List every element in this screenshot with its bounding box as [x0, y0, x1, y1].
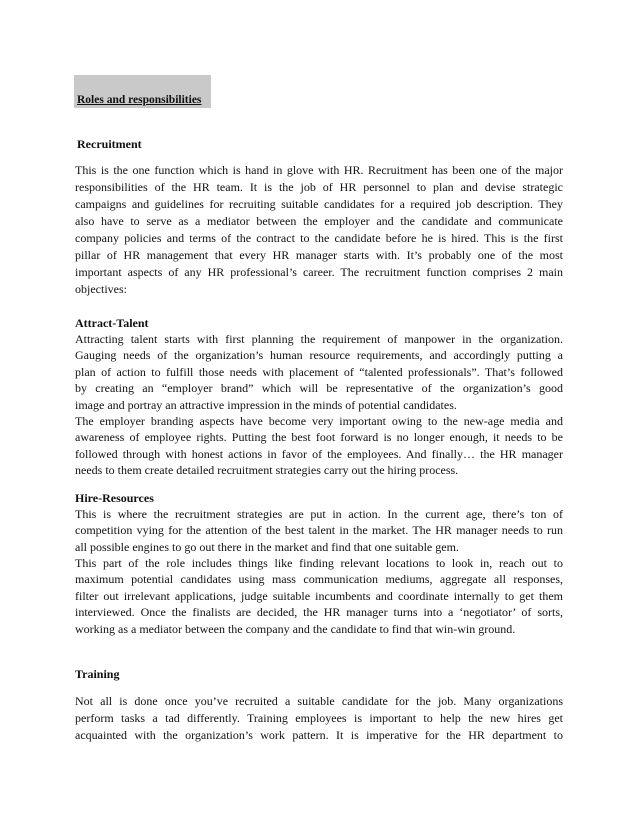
text-line: interviewed. Once the finalists are decided, the HR manager turns into a ‘negotiator’ of sorts,	[75, 605, 563, 620]
text-line: Not all is done once you’ve recruited a suitable candidate for the job. Many organizations	[75, 694, 563, 708]
section-title-attract-talent: Attract-Talent	[75, 316, 149, 330]
text-line: awareness of employee rights. Putting the best foot forward is no longer enough, it needs to be	[75, 430, 563, 445]
text-line: image and portray an attractive impression in the minds of potential candidates.	[75, 397, 457, 412]
text-line: needs to them create detailed recruitment strategies carry out the hiring process.	[75, 463, 459, 478]
text-line: campaigns and guidelines for recruiting suitable candidates for a required job description. They	[75, 197, 563, 211]
text-line: working as a mediator between the company and the candidate to find that win-win ground.	[75, 621, 516, 636]
text-line: important aspects of any HR professional’s career. The recruitment function comprises 2 main	[75, 265, 563, 279]
text-line: This part of the role includes things like finding relevant locations to look in, reach out to	[75, 556, 563, 570]
training-paragraph	[75, 693, 563, 744]
text-line: all possible engines to go out there in the market and find that one suitable gem.	[75, 539, 459, 554]
text-line: acquainted with the organization’s work pattern. It is imperative for the HR department to	[75, 728, 563, 742]
text-line: Gauging needs of the organization’s human resource requirements, and accordingly putting a	[75, 348, 563, 363]
text-line: responsibilities of the HR team. It is the job of HR personnel to plan and devise strategic	[75, 180, 563, 194]
text-line: competition vying for the attention of the best talent in the market. The HR manager needs to run	[75, 523, 563, 538]
text-line: pillar of HR management that every HR manager starts with. It’s probably one of the most	[75, 248, 563, 262]
recruitment-paragraph	[75, 162, 563, 298]
text-line: objectives:	[75, 282, 127, 296]
text-line: perform tasks a tad differently. Training employees is important to help the new hires get	[75, 711, 563, 725]
hire-resources-paragraph-2	[75, 555, 563, 637]
section-title-recruitment: Recruitment	[77, 137, 142, 151]
text-line: filter out irrelevant applications, judge suitable incumbents and coordinate internally to get them	[75, 588, 563, 603]
text-line: followed through with honest actions in favor of the employees. And finally… the HR manager	[75, 446, 563, 461]
attract-talent-paragraph-1	[75, 331, 563, 413]
section-title-training: Training	[75, 667, 120, 681]
text-line: This is the one function which is hand in glove with HR. Recruitment has been one of the major	[75, 163, 563, 177]
hire-resources-paragraph-1	[75, 506, 563, 555]
text-line: plan of action to fulfill those needs with placement of “talented professionals”. That’s followed	[75, 364, 563, 379]
attract-talent-paragraph-2	[75, 413, 563, 479]
text-line: Attracting talent starts with first planning the requirement of manpower in the organization.	[75, 332, 563, 346]
page-heading: Roles and responsibilities	[77, 94, 202, 106]
section-title-hire-resources: Hire-Resources	[75, 491, 154, 505]
text-line: also have to serve as a mediator between the employer and the candidate and communicate	[75, 214, 563, 228]
text-line: The employer branding aspects have become very important owing to the new-age media and	[75, 414, 563, 428]
text-line: This is where the recruitment strategies are put in action. In the current age, there’s ton of	[75, 507, 563, 521]
text-line: by creating an “employer brand” which will be representative of the organization’s good	[75, 381, 563, 396]
text-line: maximum potential candidates using mass communication mediums, aggregate all responses,	[75, 572, 563, 587]
text-line: company policies and terms of the contract to the candidate before he is hired. This is the first	[75, 231, 563, 245]
